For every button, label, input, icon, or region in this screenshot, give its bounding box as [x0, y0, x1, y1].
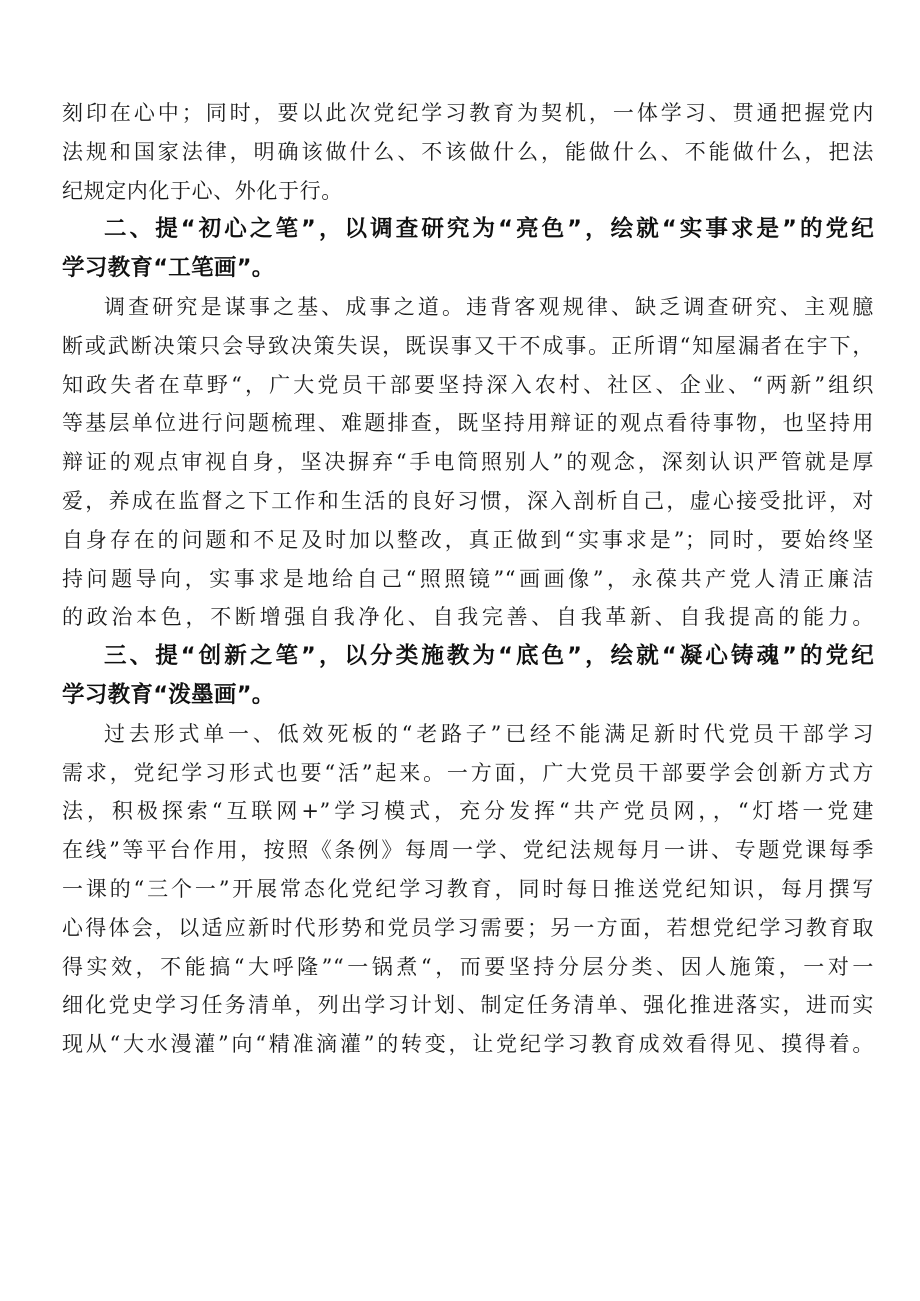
- text-line: 纪规定内化于心、外化于行。: [62, 178, 343, 203]
- text-line: 辩证的观点审视自身，坚决摒弃“手电筒照别人”的观念，深刻认识严管就是厚: [62, 450, 874, 475]
- text-line: 细化党史学习任务清单，列出学习计划、制定任务清单、强化推进落实，进而实: [62, 993, 874, 1018]
- section-heading-3: [62, 637, 874, 715]
- text-line: 等基层单位进行问题梳理、难题排查，既坚持用辩证的观点看待事物，也坚持用: [62, 411, 874, 436]
- text-line: 过去形式单一、低效死板的“老路子”已经不能满足新时代党员干部学习: [104, 721, 874, 746]
- text-line: 爱，养成在监督之下工作和生活的良好习惯，深入剖析自己，虚心接受批评，对: [62, 488, 874, 513]
- heading-line: 学习教育“泼墨画”。: [62, 681, 275, 708]
- document-page: [62, 94, 874, 1064]
- text-line: 现从“大水漫灌”向“精准滴灌”的转变，让党纪学习教育成效看得见、摸得着。: [62, 1032, 874, 1057]
- text-line: 知政失者在草野“，广大党员干部要坚持深入农村、社区、企业、“两新”组织: [62, 372, 874, 397]
- text-line: 法规和国家法律，明确该做什么、不该做什么，能做什么、不能做什么，把法: [62, 139, 874, 164]
- body-paragraph-1: [62, 94, 874, 210]
- section-heading-2: [62, 210, 874, 288]
- body-paragraph-3: [62, 715, 874, 1064]
- text-line: 需求，党纪学习形式也要“活”起来。一方面，广大党员干部要学会创新方式方: [62, 760, 874, 785]
- text-line: 心得体会，以适应新时代形势和党员学习需要；另一方面，若想党纪学习教育取: [62, 915, 874, 940]
- text-line: 得实效，不能搞“大呼隆”“一锅煮“，而要坚持分层分类、因人施策，一对一: [62, 954, 874, 979]
- body-paragraph-2: [62, 288, 874, 637]
- heading-line: 二、提“初心之笔”，以调查研究为“亮色”，绘就“实事求是”的党纪: [104, 216, 874, 243]
- text-line: 断或武断决策只会导致决策失误，既误事又干不成事。正所谓“知屋漏者在宇下，: [62, 333, 874, 358]
- text-line: 刻印在心中；同时，要以此次党纪学习教育为契机，一体学习、贯通把握党内: [62, 101, 874, 125]
- text-line: 的政治本色，不断增强自我净化、自我完善、自我革新、自我提高的能力。: [62, 605, 874, 630]
- text-line: 持问题导向，实事求是地给自己“照照镜”“画画像”，永葆共产党人清正廉洁: [62, 566, 874, 591]
- heading-line: 学习教育“工笔画”。: [62, 255, 275, 282]
- text-line: 自身存在的问题和不足及时加以整改，真正做到“实事求是”；同时，要始终坚: [62, 527, 874, 552]
- text-line: 调查研究是谋事之基、成事之道。违背客观规律、缺乏调查研究、主观臆: [104, 294, 874, 319]
- text-line: 一课的“三个一”开展常态化党纪学习教育，同时每日推送党纪知识，每月撰写: [62, 876, 874, 901]
- text-line: 法，积极探索“互联网+”学习模式，充分发挥“共产党员网，，“灯塔一党建: [62, 799, 874, 824]
- text-line: 在线”等平台作用，按照《条例》每周一学、党纪法规每月一讲、专题党课每季: [62, 838, 874, 863]
- heading-line: 三、提“创新之笔”，以分类施教为“底色”，绘就“凝心铸魂”的党纪: [104, 643, 874, 670]
